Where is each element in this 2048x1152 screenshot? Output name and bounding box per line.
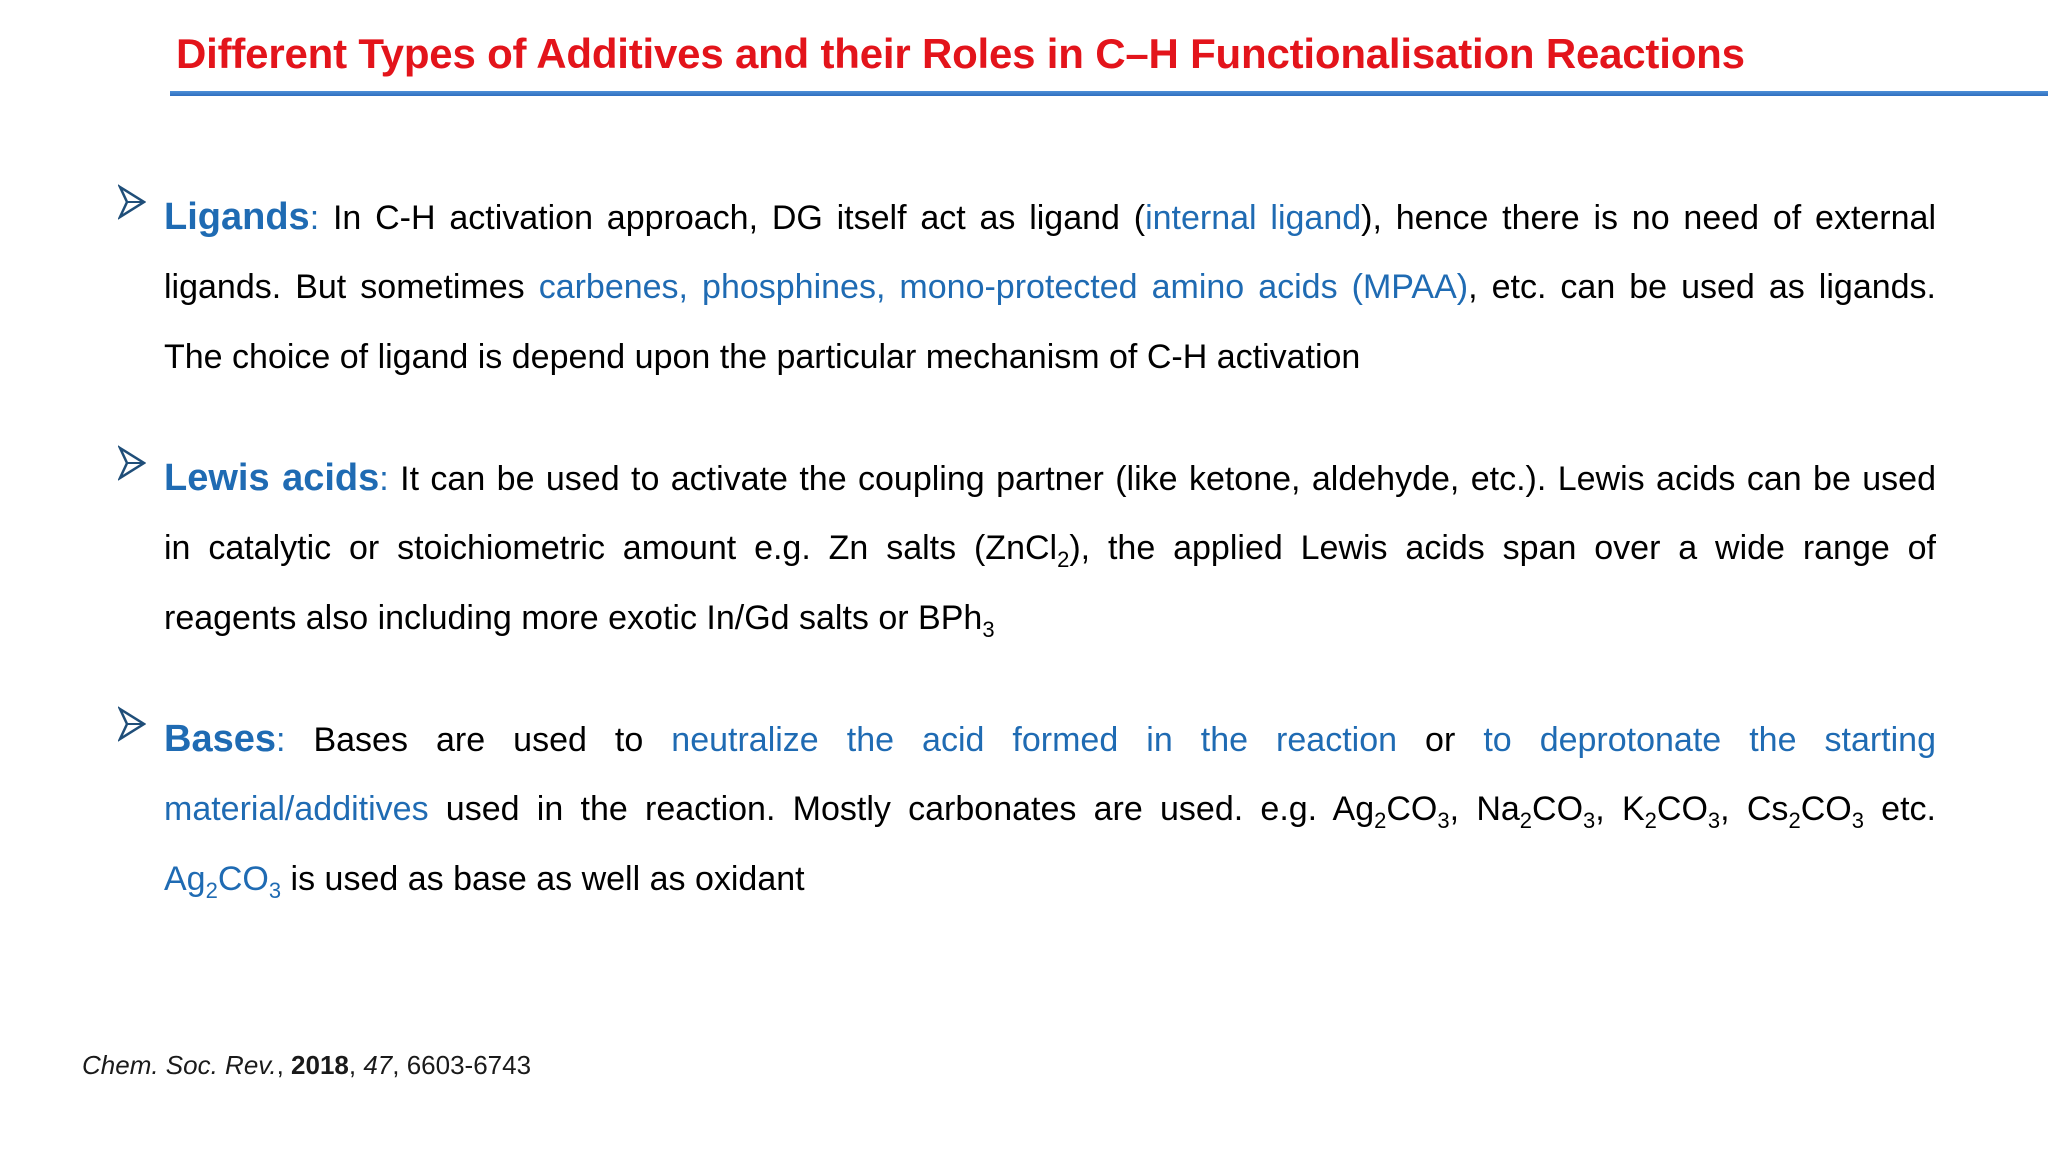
highlight-neutralize: neutralize the acid formed in the reaction — [671, 721, 1398, 759]
text-run: or — [1397, 721, 1484, 759]
slide-title: Different Types of Additives and their Roles in C–H Functionalisation Reactions — [176, 30, 1745, 77]
term-colon: : — [379, 460, 389, 498]
text-run: , — [1449, 790, 1477, 828]
citation — [82, 1050, 531, 1081]
citation-pages: , 6603-6743 — [392, 1050, 532, 1080]
text-run: is used as base as well as oxidant — [281, 860, 805, 898]
text-run: ), hence there is no need of external — [1361, 199, 1936, 237]
text-run: in catalytic or stoichiometric amount e.g. Zn salts (ZnCl — [164, 529, 1058, 567]
subscript: 3 — [982, 617, 995, 642]
term-ligands: Ligands — [164, 196, 310, 238]
text-run: etc. — [1863, 790, 1936, 828]
highlight-material-additives: material/additives — [164, 790, 429, 828]
formula-ag2co3: $Ag_2CO_3$ — [1332, 790, 1450, 833]
text-run: ligands. But sometimes — [164, 268, 539, 306]
text-run: , — [1595, 790, 1622, 828]
citation-sep: , — [348, 1050, 364, 1080]
text-line — [164, 322, 1936, 392]
text-run: It can be used to activate the coupling partner (like ketone, aldehyde, etc.). Lewis acids can be used — [400, 460, 1936, 498]
text-line — [164, 844, 1936, 914]
text-run: ), the applied Lewis acids span over a wide range of — [1069, 529, 1936, 567]
text-line — [164, 443, 1936, 513]
citation-sep: , — [276, 1050, 292, 1080]
text-run: reagents also including more exotic In/Gd salts or BPh — [164, 599, 983, 637]
text-line — [164, 583, 1936, 653]
text-run: In C-H activation approach, DG itself act as ligand ( — [332, 199, 1146, 237]
text-run: Bases are used to — [313, 721, 672, 759]
text-run: used in the reaction. Mostly carbonates are used. e.g. — [428, 790, 1333, 828]
formula-k2co3: $K_2CO_3$ — [1621, 790, 1721, 833]
text-line — [164, 182, 1936, 252]
title-underline — [170, 91, 2048, 96]
arrow-bullet-icon — [118, 184, 146, 220]
term-lewis-acids: Lewis acids — [164, 457, 380, 499]
text-run: , — [1720, 790, 1747, 828]
citation-journal: Chem. Soc. Rev. — [82, 1050, 277, 1080]
bullet-body — [164, 182, 1936, 392]
term-bases: Bases — [164, 718, 276, 760]
text-line — [164, 513, 1936, 583]
text-run: , etc. can be used as ligands. — [1468, 268, 1936, 306]
formula-cs2co3: $Cs_2CO_3$ — [1746, 790, 1864, 833]
subscript: 2 — [1057, 547, 1070, 572]
highlight-internal-ligand: internal ligand — [1145, 199, 1362, 237]
bullet-body — [164, 704, 1936, 914]
text-line — [164, 704, 1936, 774]
formula-ag2co3-highlight: $Ag_2CO_3$ — [164, 860, 282, 903]
formula-na2co3: $Na_2CO_3$ — [1476, 790, 1596, 833]
text-run: The choice of ligand is depend upon the particular mechanism of C-H activation — [164, 338, 1361, 376]
highlight-deprotonate: to deprotonate the starting — [1483, 721, 1936, 759]
arrow-bullet-icon — [118, 445, 146, 481]
citation-volume: 47 — [363, 1050, 393, 1080]
term-colon: : — [275, 721, 286, 759]
bullet-body — [164, 443, 1936, 653]
text-line — [164, 252, 1936, 322]
citation-year: 2018 — [291, 1050, 349, 1080]
text-line — [164, 774, 1936, 844]
highlight-ligand-types: carbenes, phosphines, mono-protected amino acids (MPAA) — [538, 268, 1469, 306]
term-colon: : — [309, 199, 320, 237]
arrow-bullet-icon — [118, 706, 146, 742]
